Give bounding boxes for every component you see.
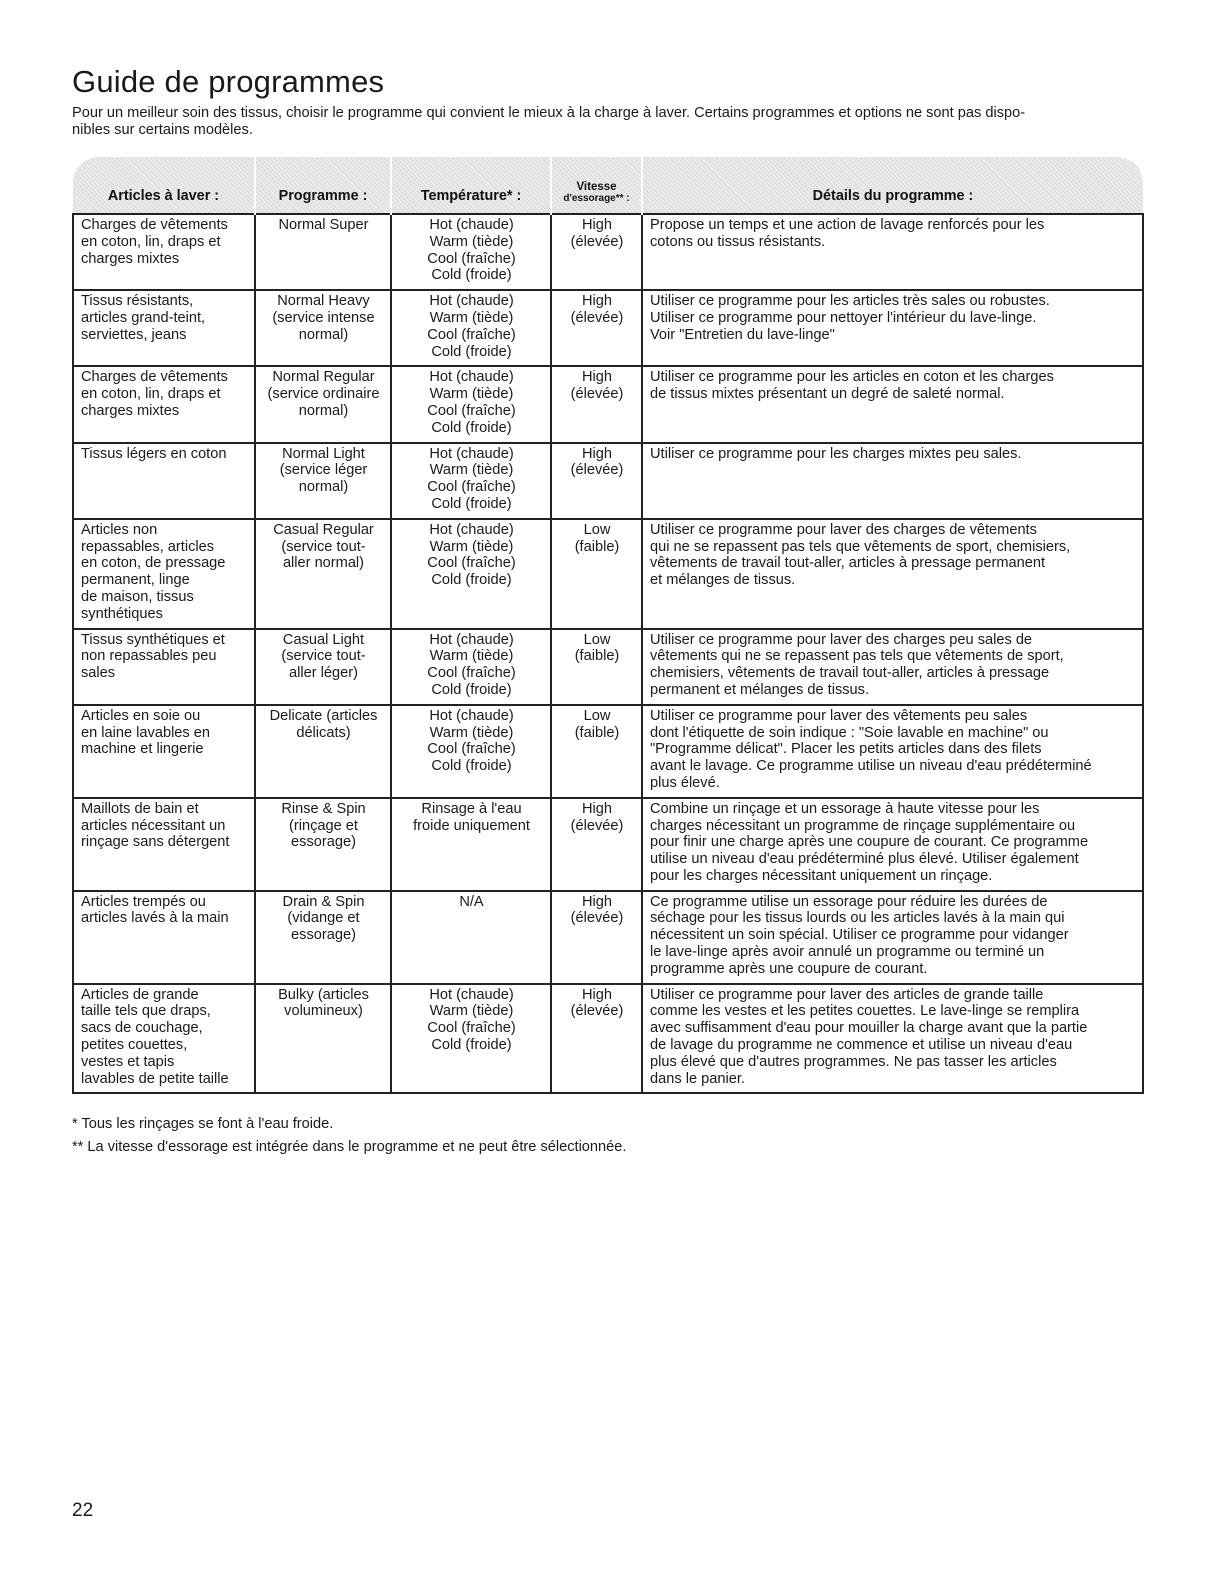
cell-programme: Drain & Spin (vidange et essorage) (255, 891, 391, 984)
table-row (73, 443, 1143, 519)
header-vitesse-line2: d'essorage** : (563, 193, 630, 204)
cell-articles: Tissus résistants, articles grand-teint, serviettes, jeans (73, 290, 255, 366)
footnotes (72, 1116, 1142, 1162)
cell-temperature: Rinsage à l'eau froide uniquement (391, 798, 551, 891)
cell-programme: Casual Light (service tout- aller léger) (255, 629, 391, 705)
cell-vitesse: High (élevée) (551, 984, 642, 1094)
cell-programme: Casual Regular (service tout- aller normal) (255, 519, 391, 629)
cell-programme: Normal Light (service léger normal) (255, 443, 391, 519)
cell-articles: Articles non repassables, articles en coton, de pressage permanent, linge de maison, tissus synthétiques (73, 519, 255, 629)
cell-programme: Rinse & Spin (rinçage et essorage) (255, 798, 391, 891)
cell-temperature: N/A (391, 891, 551, 984)
cell-programme: Delicate (articles délicats) (255, 705, 391, 798)
cell-articles: Charges de vêtements en coton, lin, draps et charges mixtes (73, 214, 255, 290)
program-guide-table (72, 157, 1144, 1094)
table-row (73, 366, 1143, 442)
cell-details: Utiliser ce programme pour laver des charges peu sales de vêtements qui ne se repassent pas tels que vêtements de sport, chemisiers, vêtements de travail tout-aller, articles à pressage permanent et mélanges de tissus. (642, 629, 1143, 705)
cell-vitesse: High (élevée) (551, 798, 642, 891)
cell-programme: Normal Super (255, 214, 391, 290)
cell-details: Utiliser ce programme pour laver des charges de vêtements qui ne se repassent pas tels que vêtements de sport, chemisiers, vêtements de travail tout-aller, articles à pressage permanent et mélanges de tissus. (642, 519, 1143, 629)
table-row (73, 705, 1143, 798)
cell-temperature: Hot (chaude) Warm (tiède) Cool (fraîche) Cold (froide) (391, 705, 551, 798)
footnote-rinse: * Tous les rinçages se font à l'eau froide. (72, 1116, 334, 1132)
table-row (73, 798, 1143, 891)
cell-temperature: Hot (chaude) Warm (tiède) Cool (fraîche) Cold (froide) (391, 214, 551, 290)
table-header-row (73, 157, 1143, 214)
cell-vitesse: High (élevée) (551, 443, 642, 519)
cell-vitesse: High (élevée) (551, 891, 642, 984)
cell-programme: Normal Heavy (service intense normal) (255, 290, 391, 366)
cell-articles: Articles trempés ou articles lavés à la main (73, 891, 255, 984)
header-vitesse (551, 157, 642, 214)
cell-articles: Maillots de bain et articles nécessitant un rinçage sans détergent (73, 798, 255, 891)
table-row (73, 519, 1143, 629)
cell-temperature: Hot (chaude) Warm (tiède) Cool (fraîche) Cold (froide) (391, 366, 551, 442)
cell-programme: Bulky (articles volumineux) (255, 984, 391, 1094)
intro-paragraph: Pour un meilleur soin des tissus, choisir le programme qui convient le mieux à la charge à laver. Certains programmes et options ne sont pas dispo- nibles sur certains modèles. (72, 105, 1026, 138)
footnote-spin-speed: ** La vitesse d'essorage est intégrée dans le programme et ne peut être sélectionnée. (72, 1139, 627, 1155)
cell-details: Utiliser ce programme pour les charges mixtes peu sales. (642, 443, 1143, 519)
header-temperature: Température* : (391, 157, 551, 214)
cell-temperature: Hot (chaude) Warm (tiède) Cool (fraîche) Cold (froide) (391, 519, 551, 629)
header-vitesse-line1: Vitesse (576, 181, 617, 193)
cell-articles: Articles de grande taille tels que draps, sacs de couchage, petites couettes, vestes et tapis lavables de petite taille (73, 984, 255, 1094)
page-number: 22 (72, 1500, 94, 1521)
cell-details: Utiliser ce programme pour laver des vêtements peu sales dont l'étiquette de soin indique : "Soie lavable en machine" ou "Programme délicat". Placer les petits articles dans des filets avant le lavage. Ce programme utilise un niveau d'eau prédéterminé plus élevé. (642, 705, 1143, 798)
cell-temperature: Hot (chaude) Warm (tiède) Cool (fraîche) Cold (froide) (391, 984, 551, 1094)
cell-temperature: Hot (chaude) Warm (tiède) Cool (fraîche) Cold (froide) (391, 629, 551, 705)
cell-details: Utiliser ce programme pour laver des articles de grande taille comme les vestes et les petites couettes. Le lave-linge se remplira avec suffisamment d'eau pour mouiller la charge avant que la partie de lavage du programme ne commence et utilise un niveau d'eau plus élevé que d'autres programmes. Ne pas tasser les articles dans le panier. (642, 984, 1143, 1094)
header-programme: Programme : (255, 157, 391, 214)
cell-temperature: Hot (chaude) Warm (tiède) Cool (fraîche) Cold (froide) (391, 443, 551, 519)
cell-details: Propose un temps et une action de lavage renforcés pour les cotons ou tissus résistants. (642, 214, 1143, 290)
cell-details: Ce programme utilise un essorage pour réduire les durées de séchage pour les tissus lourds ou les articles lavés à la main qui nécessitent un soin spécial. Utiliser ce programme pour vidanger le lave-linge après avoir annulé un programme ou terminé un programme après une coupure de courant. (642, 891, 1143, 984)
cell-articles: Charges de vêtements en coton, lin, draps et charges mixtes (73, 366, 255, 442)
page-title: Guide de programmes (72, 64, 385, 99)
cell-articles: Tissus légers en coton (73, 443, 255, 519)
table-row (73, 290, 1143, 366)
cell-vitesse: High (élevée) (551, 214, 642, 290)
cell-vitesse: High (élevée) (551, 366, 642, 442)
cell-vitesse: Low (faible) (551, 705, 642, 798)
table-row (73, 629, 1143, 705)
cell-details: Utiliser ce programme pour les articles très sales ou robustes. Utiliser ce programme pour nettoyer l'intérieur du lave-linge. Voir "Entretien du lave-linge" (642, 290, 1143, 366)
cell-programme: Normal Regular (service ordinaire normal) (255, 366, 391, 442)
cell-details: Combine un rinçage et un essorage à haute vitesse pour les charges nécessitant un programme de rinçage supplémentaire ou pour finir une charge après une coupure de courant. Ce programme utilise un niveau d'eau prédéterminé plus élevé. Utiliser également pour les charges nécessitant uniquement un rinçage. (642, 798, 1143, 891)
table-row (73, 214, 1143, 290)
cell-temperature: Hot (chaude) Warm (tiède) Cool (fraîche) Cold (froide) (391, 290, 551, 366)
cell-details: Utiliser ce programme pour les articles en coton et les charges de tissus mixtes présentant un degré de saleté normal. (642, 366, 1143, 442)
cell-vitesse: High (élevée) (551, 290, 642, 366)
cell-vitesse: Low (faible) (551, 519, 642, 629)
table-row (73, 984, 1143, 1094)
cell-articles: Articles en soie ou en laine lavables en machine et lingerie (73, 705, 255, 798)
header-articles: Articles à laver : (73, 157, 255, 214)
table-row (73, 891, 1143, 984)
header-details: Détails du programme : (642, 157, 1143, 214)
cell-vitesse: Low (faible) (551, 629, 642, 705)
cell-articles: Tissus synthétiques et non repassables peu sales (73, 629, 255, 705)
